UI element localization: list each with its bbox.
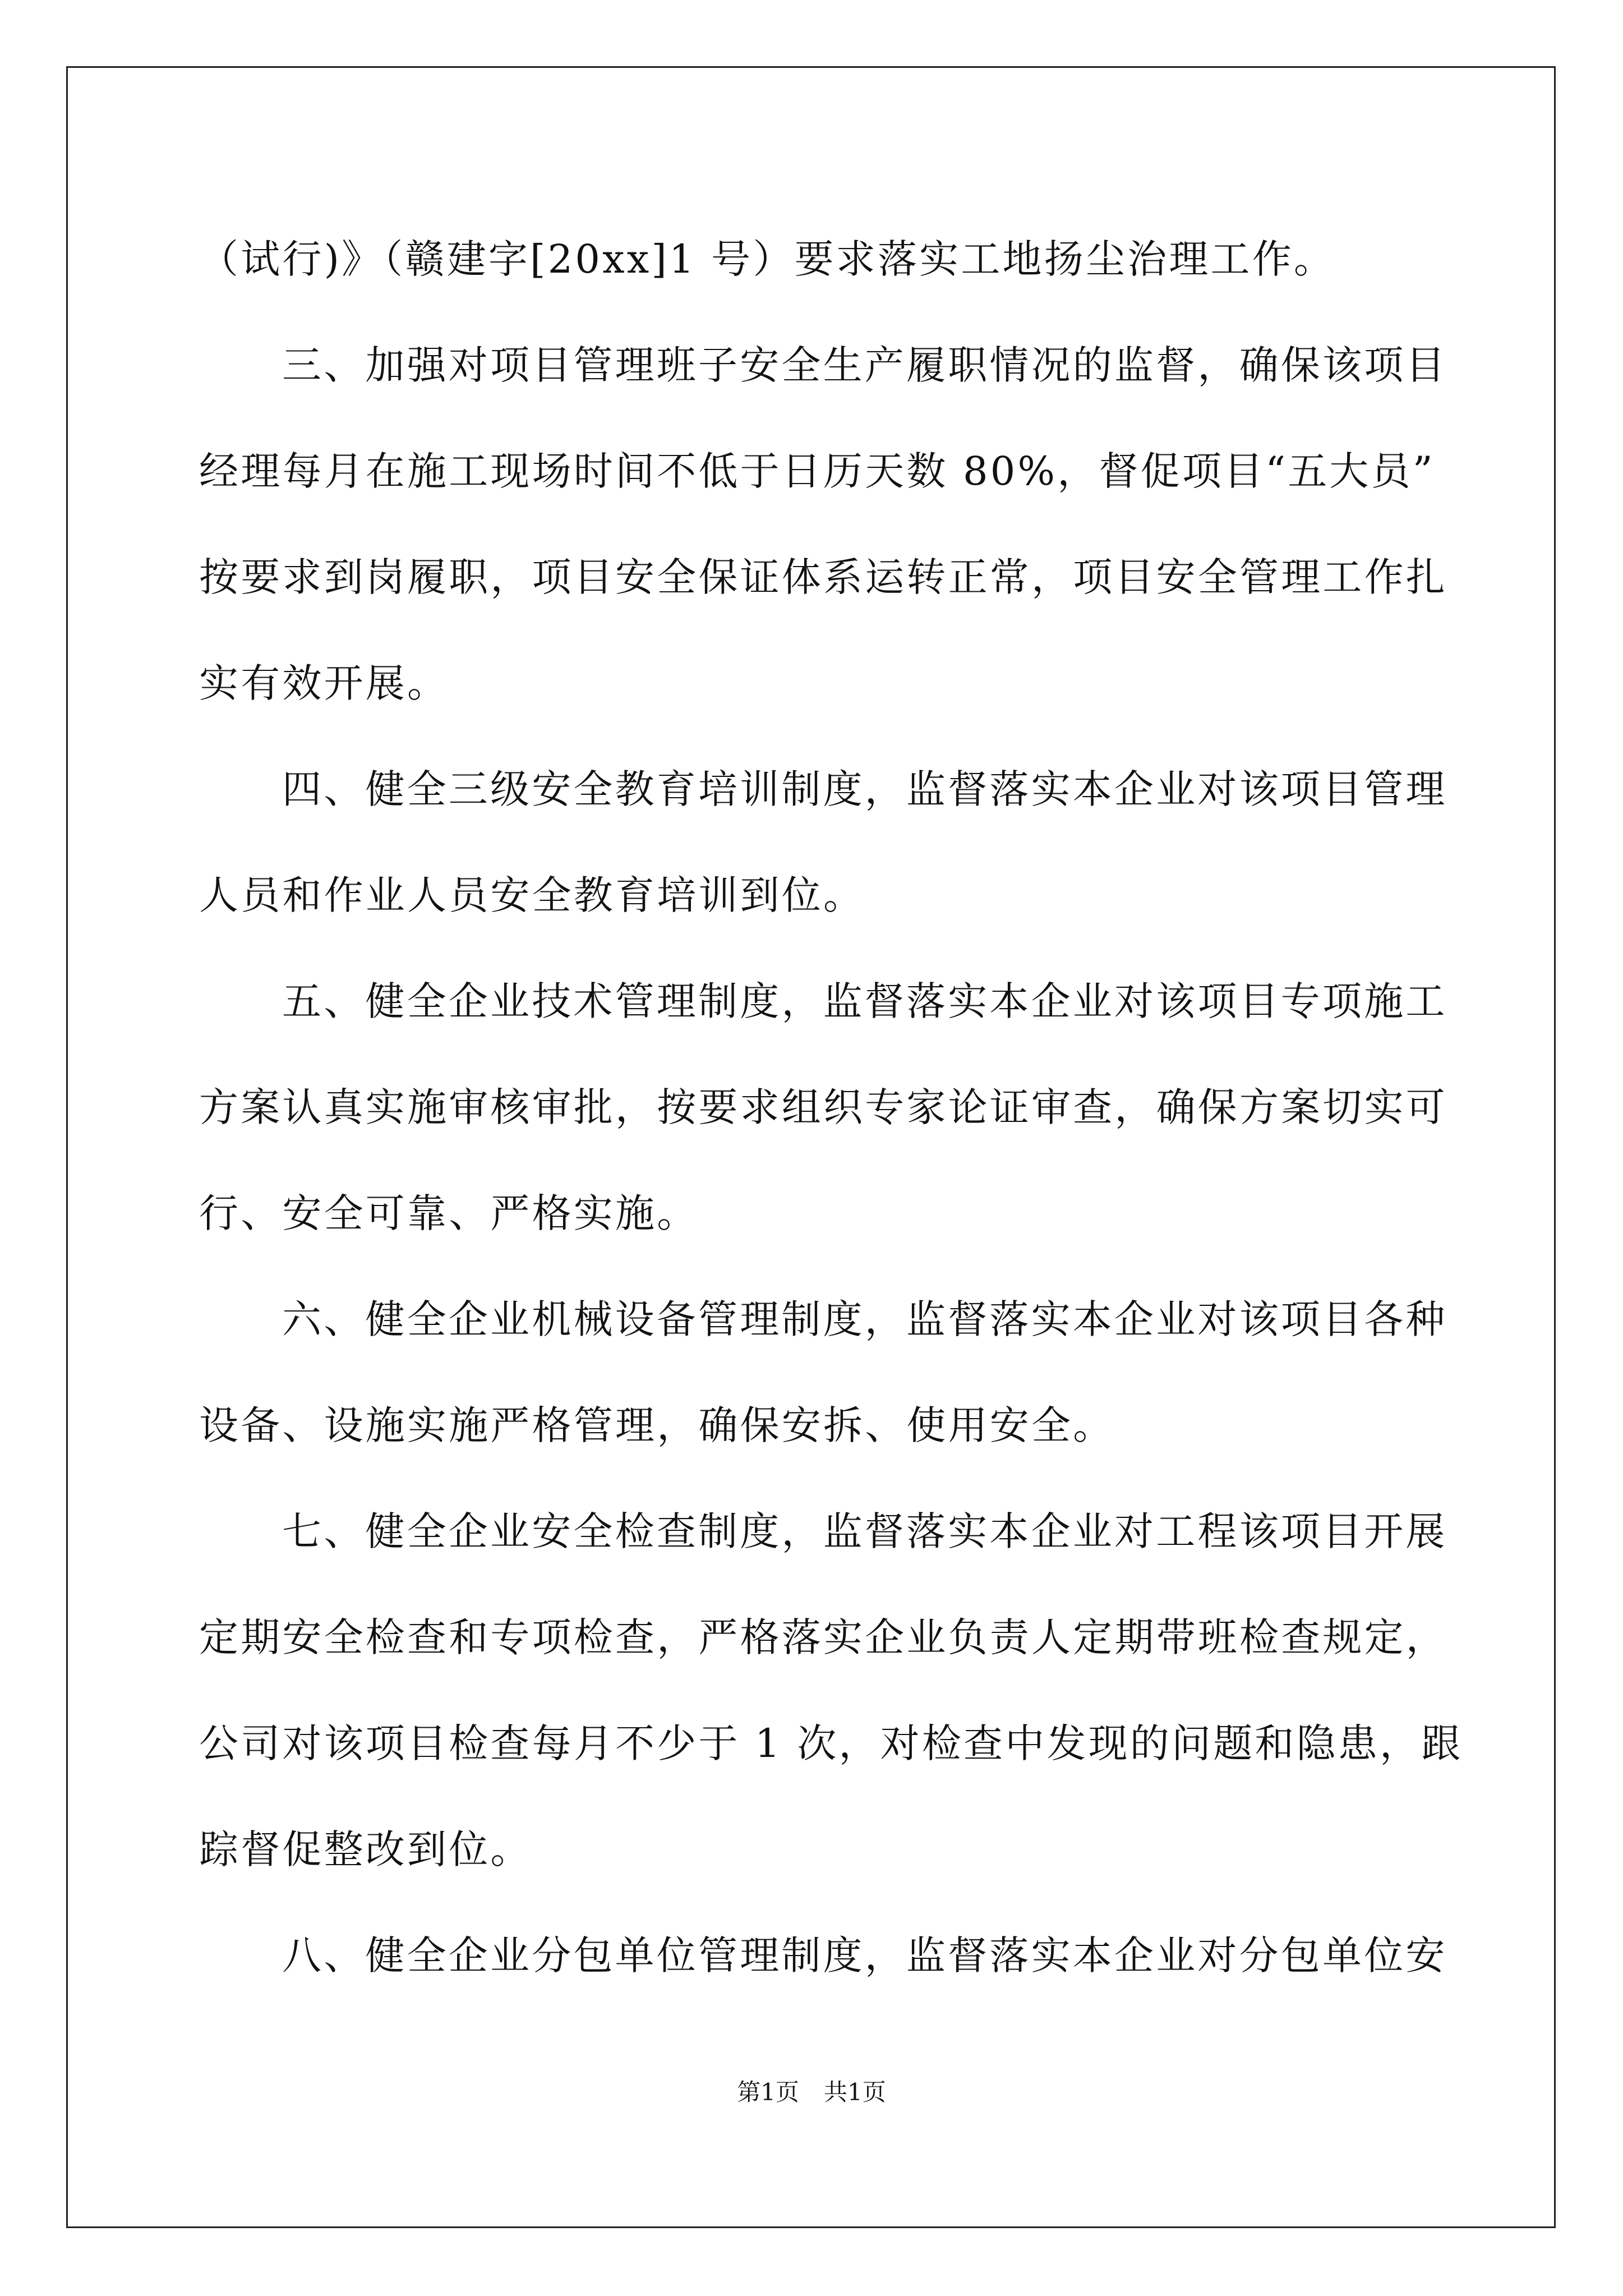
text-line: 实有效开展。: [199, 660, 449, 706]
text-line: 方案认真实施审核审批，按要求组织专家论证审查，确保方案切实可: [199, 1084, 1447, 1130]
text-line: 经理每月在施工现场时间不低于日历天数 80%，督促项目“五大员”: [199, 448, 1435, 494]
text-line: 行、安全可靠、严格实施。: [199, 1190, 699, 1236]
text-line: 人员和作业人员安全教育培训到位。: [199, 872, 865, 918]
text-line: 按要求到岗履职，项目安全保证体系运转正常，项目安全管理工作扎: [199, 554, 1447, 600]
text-line: 七、健全企业安全检查制度，监督落实本企业对工程该项目开展: [282, 1508, 1447, 1554]
text-line: 定期安全检查和专项检查，严格落实企业负责人定期带班检查规定，: [199, 1614, 1447, 1660]
page-number: 第1页: [737, 2078, 799, 2106]
page-total: 共1页: [824, 2078, 886, 2106]
text-line: 八、健全企业分包单位管理制度，监督落实本企业对分包单位安: [282, 1932, 1447, 1978]
text-line: 五、健全企业技术管理制度，监督落实本企业对该项目专项施工: [282, 978, 1447, 1024]
document-body: [199, 206, 1463, 2009]
text-line: 踪督促整改到位。: [199, 1826, 532, 1872]
text-line: 四、健全三级安全教育培训制度，监督落实本企业对该项目管理: [282, 766, 1447, 812]
text-line: 三、加强对项目管理班子安全生产履职情况的监督，确保该项目: [282, 342, 1447, 388]
text-line: 公司对该项目检查每月不少于 1 次，对检查中发现的问题和隐患，跟: [199, 1720, 1463, 1766]
text-line: 六、健全企业机械设备管理制度，监督落实本企业对该项目各种: [282, 1296, 1447, 1342]
text-line: 设备、设施实施严格管理，确保安拆、使用安全。: [199, 1402, 1115, 1448]
page-footer: [0, 2077, 1623, 2108]
text-line: （试行)》（赣建字[20xx]1 号）要求落实工地扬尘治理工作。: [199, 236, 1336, 282]
